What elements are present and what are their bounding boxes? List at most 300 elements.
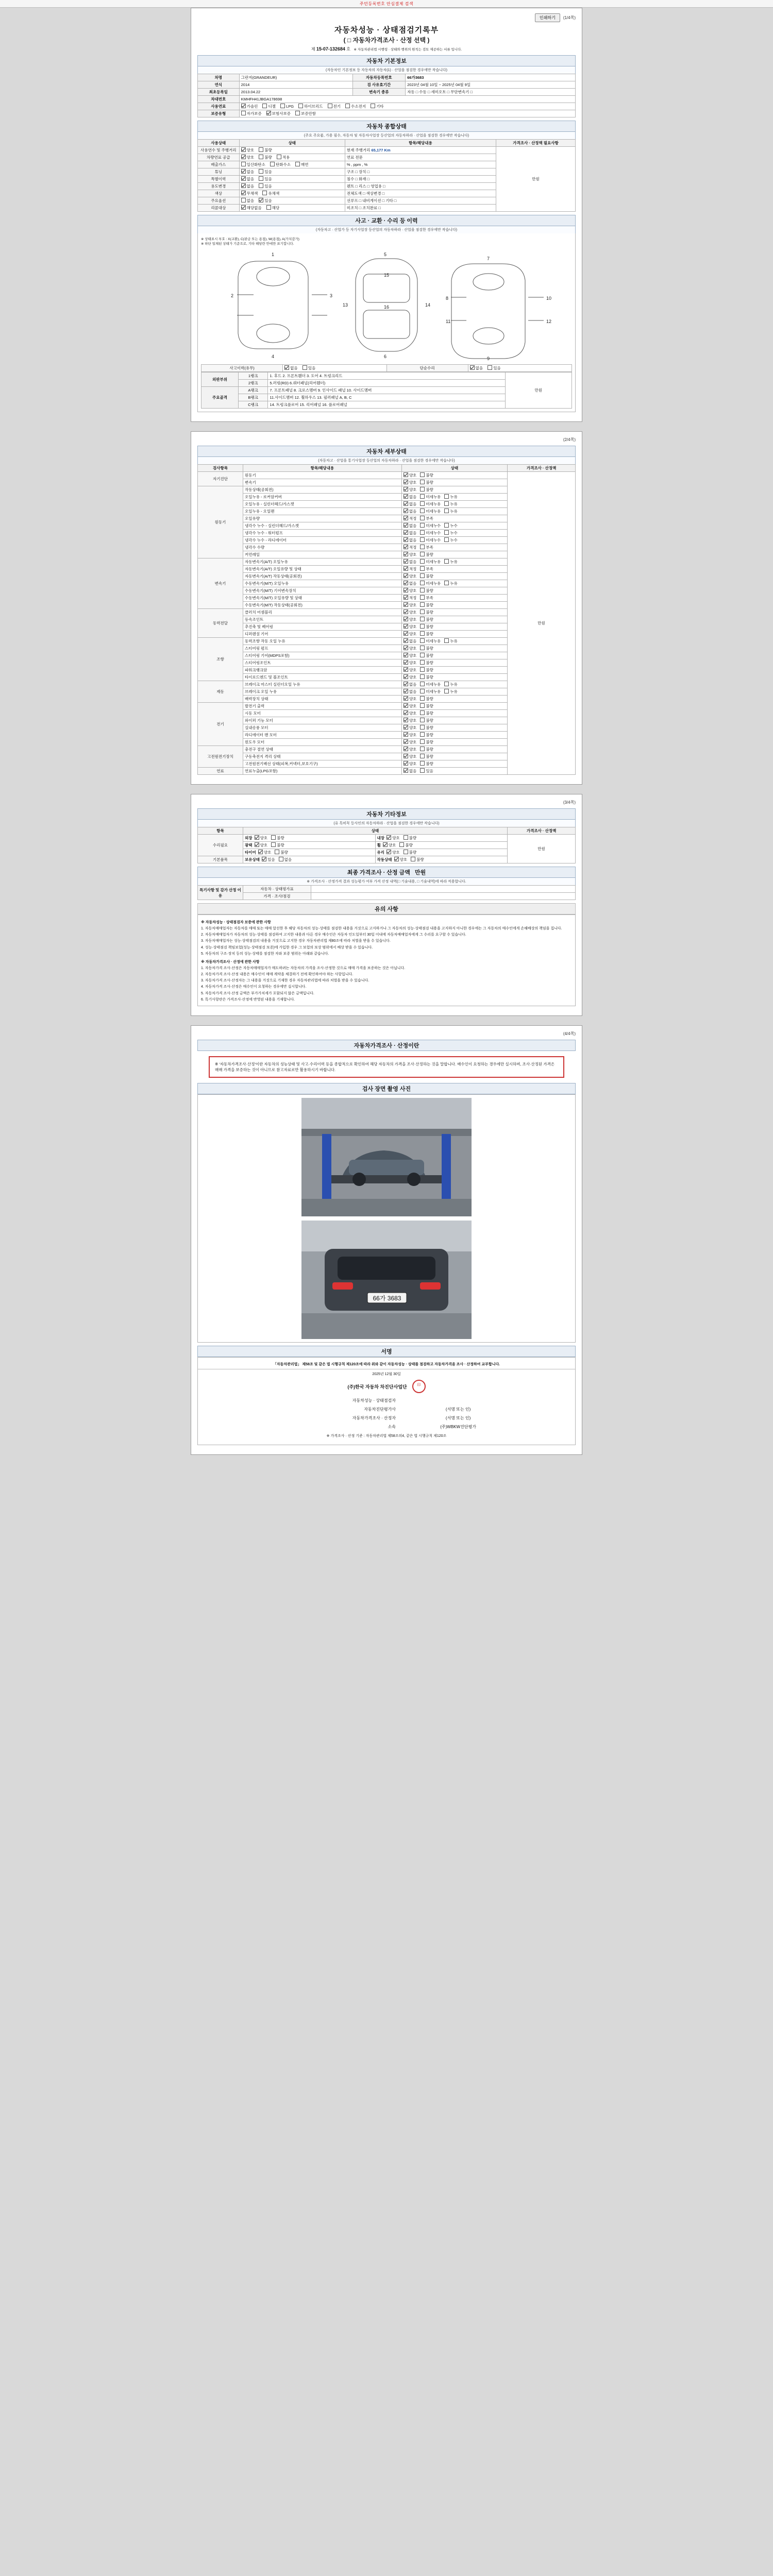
state-option[interactable]: 불량: [420, 660, 433, 666]
fuel-option-diesel[interactable]: 디젤: [262, 104, 276, 109]
fuel-option-etc[interactable]: 기타: [371, 104, 384, 109]
state-option[interactable]: 양호: [404, 667, 417, 673]
state-option[interactable]: 양호: [404, 747, 417, 752]
section-other-band: 자동차 기타정보: [197, 808, 576, 820]
svg-text:12: 12: [546, 319, 552, 324]
section-overall-note: (주요 주요품, 가용 필수, 자동차 및 자동차사업장 등산업의 자동차하라 · 산업을 점검한 경우에만 작습니다): [197, 132, 576, 139]
detail-item-label: 충전구 절연 상태: [243, 746, 401, 753]
svg-text:7: 7: [487, 256, 490, 261]
accident-history-table: [201, 364, 572, 372]
table-row: [198, 110, 576, 117]
state-option[interactable]: 미세누유: [420, 689, 441, 694]
state-option[interactable]: 없음: [284, 365, 298, 371]
state-option[interactable]: 미세누수: [420, 537, 441, 543]
special-notes-table: [197, 885, 576, 900]
state-option[interactable]: 양호: [255, 835, 268, 841]
state-option[interactable]: 불량: [420, 674, 433, 680]
state-option[interactable]: 있음: [259, 183, 272, 189]
row-state: [468, 365, 572, 372]
detail-item-options: [401, 479, 507, 486]
detail-item-label: 발전기 출력: [243, 703, 401, 710]
price-adjust-column: 만원: [508, 472, 576, 775]
state-option[interactable]: 불량: [271, 835, 284, 841]
cell-value: 자동 □ 수동 □ 세미오토 □ 무단변속기 □: [406, 89, 576, 96]
warranty-options: [239, 110, 575, 117]
state-option[interactable]: 없음: [404, 768, 417, 774]
state-option[interactable]: 무채색: [241, 191, 258, 196]
terms-item: 4. 성능·상태점검 책임보험(성능·상태점검 보증)에 가입한 경우 그 보험의 보상 범위에서 배상 받을 수 있습니다.: [201, 945, 373, 950]
row-label: 사용연수 및 주행거리: [198, 147, 240, 154]
col-header: 항목: [198, 827, 243, 835]
cell-label: 변속기 종류: [352, 89, 406, 96]
detail-item-options: [401, 544, 507, 551]
state-option[interactable]: 적정: [404, 516, 417, 521]
state-option[interactable]: 양호: [404, 487, 417, 493]
state-option[interactable]: 불량: [275, 850, 288, 855]
state-option[interactable]: 양호: [404, 754, 417, 759]
photo-plate-text: 66가 3683: [373, 1295, 401, 1302]
detail-item-options: [401, 732, 507, 739]
state-option[interactable]: 없음: [404, 581, 417, 586]
detail-item-options: [401, 681, 507, 688]
state-option[interactable]: 불량: [420, 718, 433, 723]
special-label: 특기사항 및 감가 산정 이유: [198, 886, 243, 900]
state-option[interactable]: 미세누유: [420, 638, 441, 644]
state-option[interactable]: 불량: [420, 480, 433, 485]
state-option[interactable]: 누유: [444, 494, 458, 500]
state-option[interactable]: 불량: [420, 667, 433, 673]
svg-text:11: 11: [446, 319, 451, 324]
table-header-row: [198, 140, 576, 147]
state-option[interactable]: 없음: [241, 198, 255, 204]
state-option[interactable]: 없음: [241, 169, 255, 175]
sign-row-value: (주)WBKW진단평가: [440, 1425, 476, 1430]
detail-item-options: [401, 515, 507, 522]
section-basic-info-band: 자동차 기본정보: [197, 55, 576, 66]
state-option[interactable]: 누유: [444, 682, 458, 687]
state-option[interactable]: 양호: [404, 725, 417, 731]
row-detail: 렌트 □ 리스 □ 영업용 □: [345, 183, 496, 190]
section-appraisal-band: 자동차가격조사 · 산정이란: [197, 1040, 576, 1051]
warranty-option-none[interactable]: 보증안함: [295, 111, 316, 116]
detail-item-options: [401, 609, 507, 616]
state-option[interactable]: 없음: [404, 682, 417, 687]
detail-state-table: [197, 464, 576, 775]
detail-item-label: 수동변속기(M/T) 오일유량 및 상태: [243, 595, 401, 602]
terms-item: 4. 자동차가격 조사·산정은 매수인이 요청하는 경우에만 실시합니다.: [201, 985, 307, 989]
state-option[interactable]: 누유: [444, 501, 458, 507]
row-label: 특별이력: [198, 176, 240, 183]
cell-value: 66가3683: [406, 74, 576, 81]
detail-item-options: [401, 573, 507, 580]
state-option[interactable]: 불량: [420, 739, 433, 745]
state-option[interactable]: 탄화수소: [270, 162, 291, 167]
cell-value: KMHFH41JBGA178698: [239, 96, 575, 103]
svg-text:4: 4: [272, 354, 275, 359]
detail-item-label: 연료누출(LPG포함): [243, 768, 401, 775]
state-option[interactable]: 유채색: [262, 191, 279, 196]
state-option[interactable]: 양호: [241, 147, 255, 153]
basic-info-table: [197, 74, 576, 117]
price-adjust-column: 만원: [505, 372, 572, 409]
state-option[interactable]: 있음: [259, 198, 272, 204]
state-option[interactable]: 적용: [277, 155, 290, 160]
state-option[interactable]: 양호: [404, 653, 417, 658]
detail-item-label: 동력조향 작동 오일 누유: [243, 638, 401, 645]
page-1-mark: (1/4쪽): [563, 15, 576, 20]
state-option[interactable]: 없음: [470, 365, 483, 371]
cell-value: 2014: [239, 81, 352, 89]
state-option[interactable]: 없음: [404, 537, 417, 543]
document-number-line: [197, 46, 576, 52]
state-option[interactable]: 불량: [420, 602, 433, 608]
row-label: 배출가스: [198, 161, 240, 168]
detail-item-label: 원동기: [243, 472, 401, 479]
col-header: 항목/해당내용: [243, 465, 401, 472]
state-option[interactable]: 있음: [420, 768, 433, 774]
state-option[interactable]: 양호: [394, 857, 408, 862]
state-option[interactable]: 불량: [404, 850, 417, 855]
state-option[interactable]: 부족: [420, 595, 433, 601]
other-info-body: [198, 835, 576, 863]
state-option[interactable]: 누수: [444, 537, 458, 543]
state-option[interactable]: 불량: [404, 835, 417, 841]
state-option[interactable]: 미세누수: [420, 523, 441, 529]
state-option[interactable]: 없음: [279, 857, 292, 862]
table-header-row: [198, 465, 576, 472]
detail-group-label: 원동기: [198, 486, 243, 558]
state-option[interactable]: 양호: [404, 472, 417, 478]
state-option[interactable]: 양호: [255, 842, 268, 848]
detail-item-options: [401, 760, 507, 768]
state-option[interactable]: 누유: [444, 638, 458, 644]
state-option[interactable]: 불량: [271, 842, 284, 848]
state-option[interactable]: 불량: [420, 487, 433, 493]
state-option[interactable]: 불량: [420, 472, 433, 478]
state-option[interactable]: 불량: [420, 573, 433, 579]
state-option[interactable]: 양호: [404, 660, 417, 666]
state-option[interactable]: 양호: [404, 480, 417, 485]
state-option[interactable]: 양호: [386, 835, 400, 841]
state-option[interactable]: 해당없음: [241, 205, 262, 211]
row-detail: 전체도색 □ 색상변경 □: [345, 190, 496, 197]
sign-row-label: 자동차진단평가사: [364, 1407, 396, 1412]
table-row: [198, 74, 576, 81]
terms-title-1: ※ 자동차성능 · 상태점검자 보증에 관한 사항: [201, 921, 271, 924]
sign-row-label: 소속: [388, 1425, 396, 1430]
state-option[interactable]: 불량: [411, 857, 424, 862]
detail-item-options: [401, 522, 507, 530]
state-option[interactable]: 불량: [259, 147, 272, 153]
state-option[interactable]: 있음: [262, 857, 275, 862]
appraisal-caution: ※ '자동차가격조사·산정'이란 자동차의 성능상태 및 사고·수리이력 등을 종합적으로 확인하여 해당 자동차의 가격을 조사·산정하는 것을 말합니다. 매수인이 요청하는 경우에만 실시하며, 조사·산정된 가격은 매매 가격을 보증하는 것이 아니므로 참고자료로만 활용하시기 바랍니다.: [209, 1056, 564, 1078]
state-option[interactable]: 불량: [420, 552, 433, 557]
state-option[interactable]: 양호: [404, 761, 417, 767]
state-option[interactable]: 양호: [404, 631, 417, 637]
state-option[interactable]: 양호: [404, 696, 417, 702]
doc-no-value: 15-07-132684: [316, 46, 345, 52]
state-option[interactable]: 양호: [404, 739, 417, 745]
warranty-option-self[interactable]: 자가보증: [241, 111, 262, 116]
page-4: [191, 1025, 582, 1455]
detail-item-label: 와이퍼 기능 모터: [243, 717, 401, 724]
state-option[interactable]: 양호: [404, 646, 417, 651]
state-option[interactable]: 양호: [241, 155, 255, 160]
svg-text:13: 13: [343, 302, 348, 308]
detail-item-options: [401, 659, 507, 667]
state-option[interactable]: 부족: [420, 516, 433, 521]
state-option[interactable]: 불량: [420, 609, 433, 615]
section-detail-band: 자동차 세부상태: [197, 446, 576, 457]
fuel-option-hybrid[interactable]: 하이브리드: [298, 104, 323, 109]
col-header: 항목/해당내용: [345, 140, 496, 147]
state-option[interactable]: 누유: [444, 509, 458, 514]
cell-value: 그란저(GRANDEUR): [239, 74, 352, 81]
detail-item-options: [401, 768, 507, 775]
state-option[interactable]: 불량: [420, 588, 433, 594]
state-option[interactable]: 양호: [404, 573, 417, 579]
doc-law-text: ※ 자동차관리법 시행령 · 상태와 행위의 원칙는 검토 제공하는 서류 입니다.: [354, 48, 462, 52]
state-option[interactable]: 적정: [404, 595, 417, 601]
detail-item-options: [401, 508, 507, 515]
rank-label: 2랭크: [238, 380, 268, 387]
state-option[interactable]: 일산화탄소: [241, 162, 265, 167]
state-option[interactable]: 미세누유: [420, 494, 441, 500]
state-option[interactable]: 미세누유: [420, 559, 441, 565]
section-overall-band: 자동차 종합상태: [197, 121, 576, 132]
row-state: [239, 147, 345, 154]
row-state: [239, 205, 345, 212]
sign-row-label: 자동차가격조사 · 산정자: [352, 1416, 396, 1421]
rank-label: C랭크: [238, 401, 268, 409]
state-option[interactable]: 양호: [258, 850, 272, 855]
print-button[interactable]: 인쇄하기: [535, 13, 560, 22]
table-row: [198, 886, 576, 893]
state-option[interactable]: 미세누유: [420, 501, 441, 507]
state-option[interactable]: 부족: [420, 566, 433, 572]
other-item-cell: 내장 양호 불량: [375, 835, 508, 842]
state-option[interactable]: 양호: [404, 624, 417, 630]
detail-item-options: [401, 486, 507, 494]
rank-parts: 5.러링(RD) 6.쿼터패널(리어휀더): [268, 380, 505, 387]
signature-table: [255, 1396, 518, 1431]
terms-item: 5. 자동차가격 조사·산정 금액은 부가가치세가 포함되지 않은 금액입니다.: [201, 991, 314, 995]
state-option[interactable]: 불량: [420, 747, 433, 752]
state-option[interactable]: 불량: [420, 754, 433, 759]
state-option[interactable]: 미세누수: [420, 530, 441, 536]
final-price-note: ※ 가격조사 · 산정가격 결과 성능평가 여부 가격 산정 내역(□ 기술내용, □ 기술내역)에 따라 적용합니다.: [197, 878, 576, 885]
state-option[interactable]: 적정: [404, 566, 417, 572]
detail-item-label: 자동변속기(A/T) 오일유량 및 상태: [243, 566, 401, 573]
detail-item-label: 수동변속기(M/T) 기어변속장치: [243, 587, 401, 595]
photo-section: [197, 1094, 576, 1343]
detail-item-label: 구동축전지 격리 상태: [243, 753, 401, 760]
rank-label: B랭크: [238, 394, 268, 401]
cell-value: 2023년 04월 10일 ~ 2025년 04월 9일: [406, 81, 576, 89]
company-name: (주)한국 자동차 차진단사업단: [347, 1384, 407, 1389]
rank-parts: 1. 후드 2. 프론트휀더 3. 도어 4. 트렁크리드: [268, 372, 505, 380]
detail-item-options: [401, 696, 507, 703]
svg-text:8: 8: [446, 296, 449, 301]
state-option[interactable]: 불량: [420, 703, 433, 709]
inspection-photo-lift: [301, 1098, 472, 1216]
final-price-band: [197, 867, 576, 878]
state-option[interactable]: 양호: [404, 609, 417, 615]
sign-row-value: (서명 또는 인): [445, 1416, 471, 1421]
col-header: 사용상태: [198, 140, 240, 147]
state-option[interactable]: 불량: [420, 653, 433, 658]
fuel-option-gasoline[interactable]: 가솔린: [241, 104, 258, 109]
detail-item-label: 변속기: [243, 479, 401, 486]
fuel-option-electric[interactable]: 전기: [328, 104, 341, 109]
group-label: 주요골격: [201, 387, 239, 409]
detail-item-label: 브레이크 마스터 실린더오일 누유: [243, 681, 401, 688]
col-header: 가격조사 · 산정액: [508, 465, 576, 472]
detail-item-options: [401, 739, 507, 746]
row-label: 튜닝: [198, 168, 240, 176]
table-row: [198, 96, 576, 103]
page-2-mark: (2/4쪽): [563, 437, 576, 442]
other-item-cell: 외장 양호 불량: [243, 835, 375, 842]
price-adjust-column: 만원: [496, 147, 576, 212]
detail-item-options: [401, 753, 507, 760]
state-option[interactable]: 불량: [420, 710, 433, 716]
state-option[interactable]: 해당: [266, 205, 280, 211]
state-option[interactable]: 불량: [259, 155, 272, 160]
page-title: 자동차성능 · 상태점검기록부: [334, 26, 439, 35]
cell-label: 자동차등록번호: [352, 74, 406, 81]
table-header-row: [198, 827, 576, 835]
detail-item-label: 오일유량: [243, 515, 401, 522]
doc-no-prefix: 제: [311, 47, 315, 52]
top-notice-text: 주민등록번호 안심결제 검색: [359, 1, 414, 6]
cell-label: 보증유형: [198, 110, 240, 117]
state-option[interactable]: 없음: [241, 176, 255, 182]
fuel-option-lpg[interactable]: LPG: [280, 104, 294, 109]
state-option[interactable]: 누유: [444, 559, 458, 565]
section-detail-note: (자동차고 · 산업을 통기사업장 등산업의 자동차하라 · 산업을 점검한 경우에만 작습니다): [197, 457, 576, 464]
page-1-toolbar: [197, 13, 576, 22]
state-option[interactable]: 양호: [404, 703, 417, 709]
state-option[interactable]: 누수: [444, 530, 458, 536]
state-option[interactable]: 양호: [404, 588, 417, 594]
sign-row-value: [398, 1396, 518, 1405]
state-option[interactable]: 부족: [420, 545, 433, 550]
detail-item-options: [401, 530, 507, 537]
other-item-cell: 광택 양호 불량: [243, 842, 375, 849]
page-2: [191, 431, 582, 785]
state-option[interactable]: 양호: [383, 842, 396, 848]
row-label: 용도변경: [198, 183, 240, 190]
detail-item-label: 고전원전기배선 상태(피복,커넥터,보호기구): [243, 760, 401, 768]
other-group-label: 수리필요: [198, 835, 243, 856]
top-notice-bar: [0, 0, 773, 8]
detail-item-label: 작동상태(공회전): [243, 486, 401, 494]
detail-item-label: 라디에이터 팬 모터: [243, 732, 401, 739]
state-option[interactable]: 불량: [420, 761, 433, 767]
cell-label: 검 사유효기간: [352, 81, 406, 89]
state-option[interactable]: 있음: [259, 169, 272, 175]
detail-group-label: 연료: [198, 768, 243, 775]
section-basic-info-note: (자동차인 기본정보 등 자동차의 자동차(1) · 산업을 점검한 경우에만 작습니다): [197, 66, 576, 74]
page-subtitle: ( □ 자동차가격조사 · 산정 선택 ): [343, 37, 430, 44]
state-option[interactable]: 불량: [420, 696, 433, 702]
state-option[interactable]: 없음: [404, 530, 417, 536]
fuel-option-hydrogen[interactable]: 수소전지: [345, 104, 366, 109]
state-option[interactable]: 있음: [488, 365, 501, 371]
state-option[interactable]: 미세누유: [420, 581, 441, 586]
state-option[interactable]: 불량: [420, 646, 433, 651]
detail-item-options: [401, 652, 507, 659]
state-option[interactable]: 양호: [404, 710, 417, 716]
state-option[interactable]: 양호: [404, 718, 417, 723]
photo-band: 검사 장면 촬영 사진: [197, 1083, 576, 1094]
state-option[interactable]: 불량: [399, 842, 413, 848]
state-option[interactable]: 양호: [404, 732, 417, 738]
detail-item-options: [401, 631, 507, 638]
state-option[interactable]: 불량: [420, 732, 433, 738]
section-other-note: (유 특히꼭 등사인의 자동차하라 · 산업을 점검한 경우에만 작습니다): [197, 820, 576, 827]
state-option[interactable]: 미세누유: [420, 509, 441, 514]
state-option[interactable]: 불량: [420, 624, 433, 630]
state-option[interactable]: 미세누유: [420, 682, 441, 687]
state-option[interactable]: 있음: [303, 365, 316, 371]
state-option[interactable]: 누수: [444, 523, 458, 529]
state-option[interactable]: 없음: [404, 689, 417, 694]
state-option[interactable]: 양호: [404, 674, 417, 680]
state-option[interactable]: 불량: [420, 631, 433, 637]
state-option[interactable]: 있음: [259, 176, 272, 182]
detail-item-options: [401, 595, 507, 602]
detail-item-options: [401, 472, 507, 479]
svg-text:5: 5: [384, 252, 387, 257]
detail-item-label: 윈도우 모터: [243, 739, 401, 746]
table-row: [198, 835, 576, 842]
terms-item: 1. 자동차가격 조사·산정은 자동차매매업자가 매도하려는 자동차의 가격을 조사·산정한 것으로 매매 가격을 보증하는 것은 아닙니다.: [201, 966, 406, 970]
state-option[interactable]: 없음: [404, 559, 417, 565]
state-option[interactable]: 양호: [404, 552, 417, 557]
row-label: 사고이력(유무): [201, 365, 283, 372]
warranty-option-insurer[interactable]: 보험사보증: [266, 111, 291, 116]
state-option[interactable]: 누유: [444, 581, 458, 586]
damage-diagram: [197, 233, 576, 412]
state-option[interactable]: 양호: [386, 850, 400, 855]
detail-item-options: [401, 551, 507, 558]
car-diagram-svg: [201, 246, 572, 364]
detail-item-label: 시동 모터: [243, 710, 401, 717]
final-price-label: 최종 가격조사 · 산정 금액: [347, 870, 410, 876]
state-option[interactable]: 양호: [404, 617, 417, 622]
state-option[interactable]: 매연: [295, 162, 309, 167]
detail-item-label: 클러치 어셈블리: [243, 609, 401, 616]
state-option[interactable]: 누유: [444, 689, 458, 694]
state-option[interactable]: 없음: [241, 183, 255, 189]
state-option[interactable]: 없음: [404, 523, 417, 529]
detail-state-body: [198, 472, 576, 775]
signature-date: 2025년 12월 30일: [372, 1372, 401, 1377]
col-header: 검사항목: [198, 465, 243, 472]
state-option[interactable]: 없음: [404, 501, 417, 507]
svg-text:2: 2: [231, 293, 234, 298]
state-option[interactable]: 없음: [404, 638, 417, 644]
state-option[interactable]: 없음: [404, 509, 417, 514]
state-option[interactable]: 없음: [404, 494, 417, 500]
state-option[interactable]: 불량: [420, 617, 433, 622]
state-option[interactable]: 불량: [420, 725, 433, 731]
state-option[interactable]: 양호: [404, 602, 417, 608]
detail-item-label: 오일누유 - 오일팬: [243, 508, 401, 515]
state-option[interactable]: 적정: [404, 545, 417, 550]
